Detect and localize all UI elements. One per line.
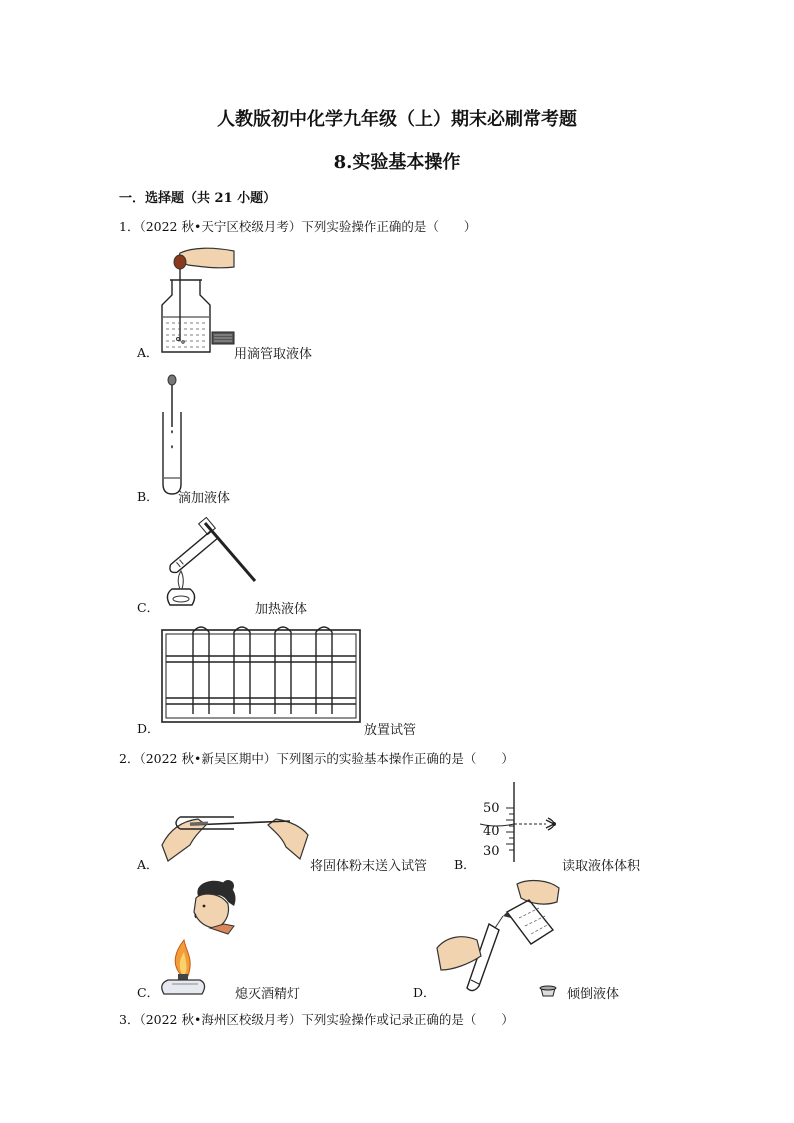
- test-tube-rack-icon: [160, 622, 365, 724]
- q1-option-d-label: D．: [137, 721, 160, 736]
- section-heading: 一．选择题（共 21 小题）: [119, 191, 277, 206]
- cylinder-tick-40: 40: [483, 824, 500, 839]
- q2-option-d-caption: 倾倒液体: [567, 987, 620, 1002]
- q2-option-c-caption: 熄灭酒精灯: [235, 987, 301, 1002]
- question-1-stem: 1．（2022 秋•天宁区校级月考）下列实验操作正确的是（ ）: [119, 219, 477, 234]
- heating-test-tube-icon: [160, 513, 260, 613]
- q2-option-a-label: A．: [137, 857, 159, 872]
- q2-option-c-label: C．: [137, 985, 160, 1000]
- pouring-liquid-icon: [433, 878, 568, 998]
- q2-option-a-caption: 将固体粉末送入试管: [310, 859, 428, 874]
- q2-option-b-label: B．: [454, 857, 476, 872]
- cylinder-tick-30: 30: [483, 844, 500, 859]
- q1-option-a-caption: 用滴管取液体: [234, 347, 313, 362]
- q1-option-b-label: B．: [137, 489, 159, 504]
- q1-option-a-label: A．: [137, 345, 159, 360]
- question-2-stem: 2．（2022 秋•新吴区期中）下列图示的实验基本操作正确的是（ ）: [119, 751, 514, 766]
- q1-option-d-caption: 放置试管: [364, 723, 417, 738]
- cylinder-tick-50: 50: [483, 801, 500, 816]
- dropper-in-bottle-icon: [158, 245, 238, 355]
- blowing-alcohol-lamp-icon: [158, 878, 250, 998]
- q1-option-c-label: C．: [137, 600, 160, 615]
- q2-option-b-caption: 读取液体体积: [562, 859, 641, 874]
- page-title: 人教版初中化学九年级（上）期末必刷常考题: [217, 109, 577, 130]
- q1-option-c-caption: 加热液体: [255, 602, 308, 617]
- powder-into-tube-icon: [160, 795, 310, 865]
- q2-option-d-label: D．: [413, 985, 436, 1000]
- page-subtitle: 8.实验基本操作: [333, 152, 461, 173]
- dropper-over-test-tube-icon: [158, 372, 188, 497]
- q1-option-b-caption: 滴加液体: [178, 491, 231, 506]
- question-3-stem: 3．（2022 秋•海州区校级月考）下列实验操作或记录正确的是（ ）: [119, 1012, 514, 1027]
